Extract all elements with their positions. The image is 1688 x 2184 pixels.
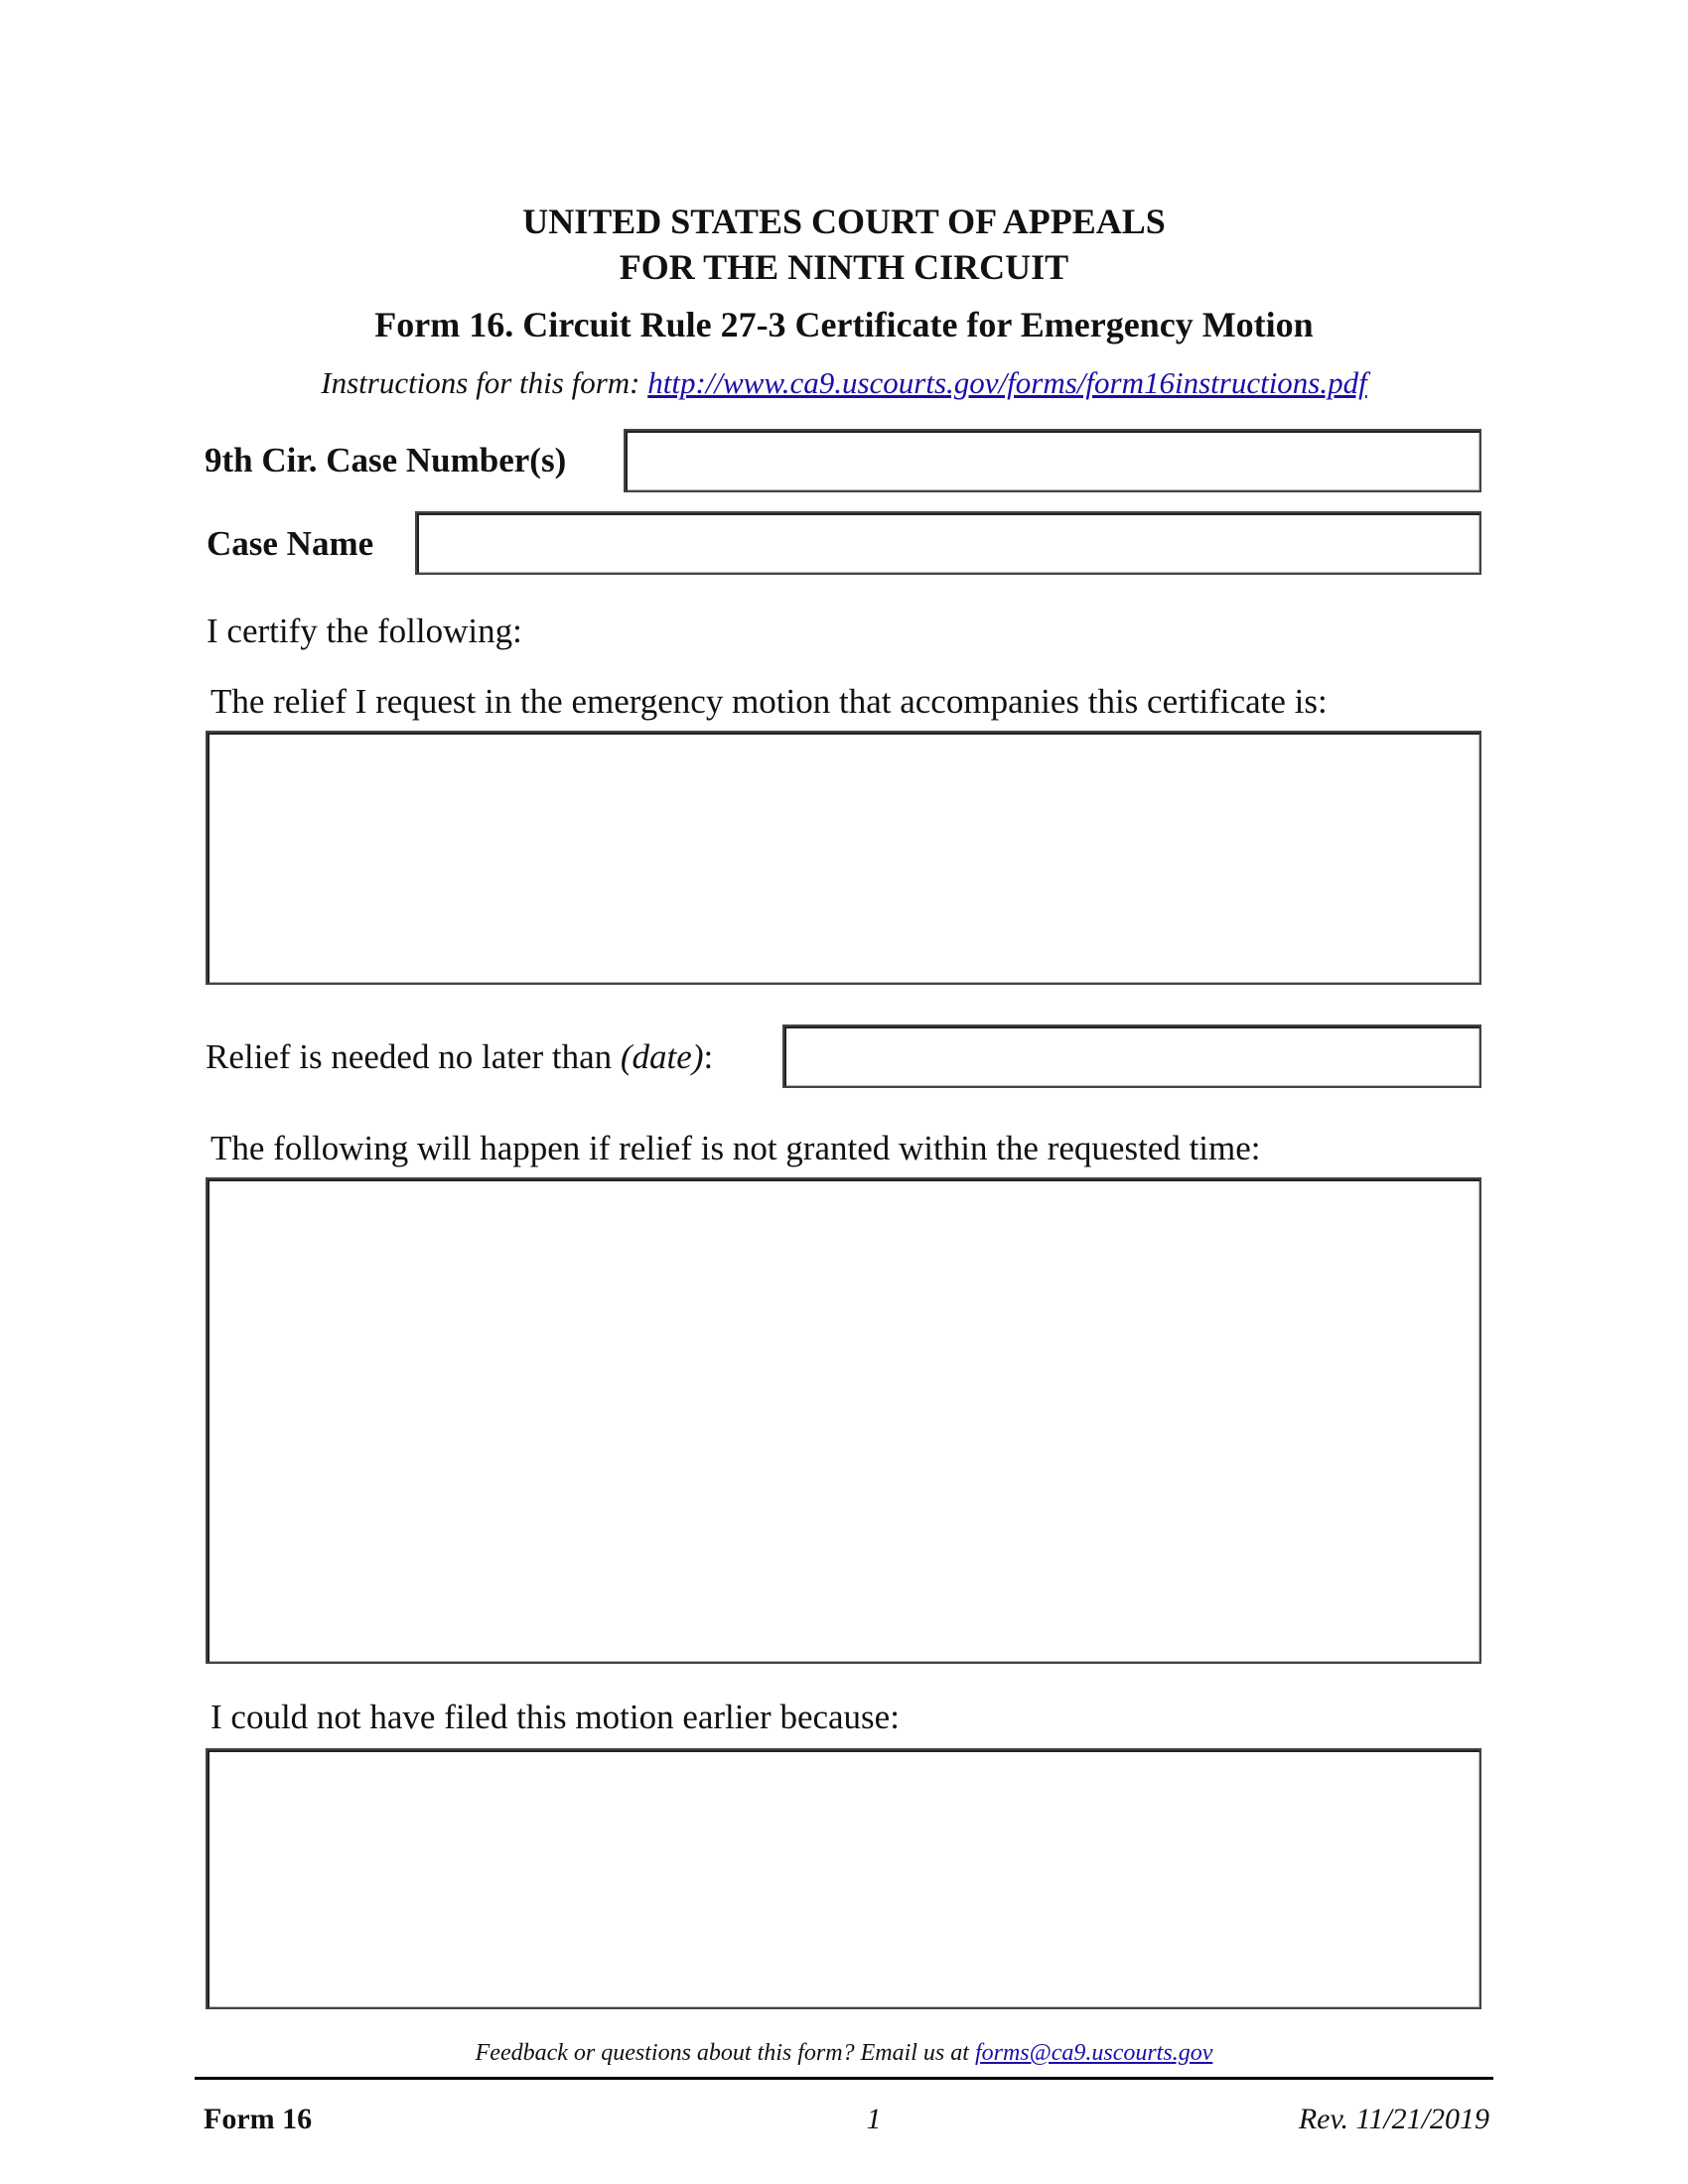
footer-divider xyxy=(195,2077,1493,2080)
consequence-label: The following will happen if relief is not granted within the requested time: xyxy=(211,1129,1261,1167)
certify-text: I certify the following: xyxy=(207,612,522,650)
date-label-suffix: : xyxy=(703,1037,714,1076)
footer-page-number: 1 xyxy=(866,2103,882,2135)
footer-form-label: Form 16 xyxy=(204,2103,313,2135)
earlier-label: I could not have filed this motion earlier because: xyxy=(211,1698,900,1736)
date-label-italic: (date) xyxy=(620,1037,704,1076)
footer-revision: Rev. 11/21/2019 xyxy=(1298,2103,1489,2135)
feedback-line xyxy=(0,2040,1688,2067)
relief-label: The relief I request in the emergency motion that accompanies this certificate is: xyxy=(211,682,1328,721)
case-number-label: 9th Cir. Case Number(s) xyxy=(205,441,567,479)
instructions-link[interactable]: http://www.ca9.uscourts.gov/forms/form16instructions.pdf xyxy=(647,365,1367,400)
court-name-line1: UNITED STATES COURT OF APPEALS xyxy=(522,202,1166,241)
consequence-textarea[interactable] xyxy=(206,1177,1481,1664)
case-number-input[interactable] xyxy=(624,429,1481,492)
form-title: Form 16. Circuit Rule 27-3 Certificate for Emergency Motion xyxy=(374,305,1314,344)
earlier-textarea[interactable] xyxy=(206,1748,1481,2009)
feedback-email-link[interactable]: forms@ca9.uscourts.gov xyxy=(974,2040,1213,2066)
case-name-input[interactable] xyxy=(415,511,1481,575)
date-input[interactable] xyxy=(782,1024,1481,1088)
court-name-line2: FOR THE NINTH CIRCUIT xyxy=(619,247,1069,287)
feedback-text: Feedback or questions about this form? Email us at xyxy=(475,2040,969,2066)
date-label xyxy=(206,1037,713,1077)
case-name-label: Case Name xyxy=(207,524,374,563)
instructions-prefix: Instructions for this form: xyxy=(321,365,640,400)
date-label-prefix: Relief is needed no later than xyxy=(206,1037,613,1076)
relief-textarea[interactable] xyxy=(206,731,1481,985)
instructions-line xyxy=(0,365,1688,401)
